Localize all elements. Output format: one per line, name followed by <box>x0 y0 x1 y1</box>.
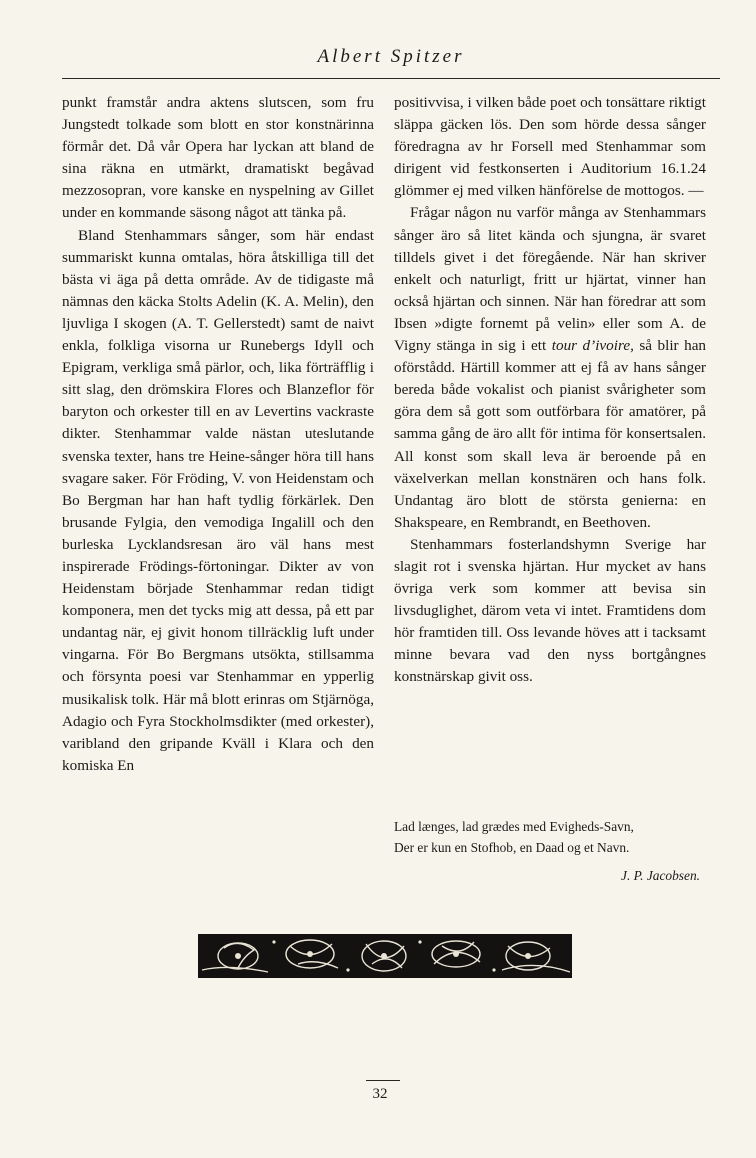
left-column <box>62 92 374 777</box>
header-rule <box>62 78 720 79</box>
page-number-rule <box>366 1080 400 1081</box>
quote-author: J. P. Jacobsen. <box>621 868 700 883</box>
right-paragraph-3: Stenhammars fosterlandshymn Sverige har slagit rot i svenska hjärtan. Hur mycket av hans övriga verk som kommer att bevisa sin livsduglighet, därom veta vi intet. Framtidens dom hör framtiden till. Oss levande höves att i tacksamt minne bevara vad den nyss bortgångnes konstnärskap givit oss. <box>394 535 706 686</box>
epigraph-quote <box>394 816 714 886</box>
right-paragraph-2 <box>394 202 706 533</box>
tour-divoire-italic: tour d’ivoire, <box>551 337 634 355</box>
running-header: Albert Spitzer <box>317 46 465 67</box>
right-paragraph-2-part-a: Frågar någon nu varför många av Stenhammars sånger äro så litet kända och sjungna, är svaret tilldels givet i det föregående. När han skriver enkelt och naturligt, fritt ur hjärtat, vinner han också hjärtan och sinnen. När han föredrar att som Ibsen »digte fornemt på velin» eller som A. de Vigny stänga in sig i ett <box>394 204 706 355</box>
floral-vignette-ornament <box>198 934 572 978</box>
page-number: 32 <box>372 1086 388 1102</box>
quote-line-1: Lad længes, lad grædes med Evigheds-Savn, <box>394 819 634 834</box>
quote-line-2: Der er kun en Stofhob, en Daad og et Navn. <box>394 840 630 855</box>
right-paragraph-2-part-b: så blir han oförstådd. Härtill kommer att ej få av hans sånger bereda både vokalist och pianist svårigheter som göra dem så gott som outförbara för amatörer, på samma gång de äro allt för intima för konsertsalen. All konst som skall leva är beroende på en växelverkan mellan konstnären och hans folk. Undantag äro blott de största genierna: en Shakspeare, en Rembrandt, en Beethoven. <box>394 337 707 531</box>
right-paragraph-1: positivvisa, i vilken både poet och tonsättare riktigt släppa gäcken lös. Den som hörde dessa sånger föredragna av hr Forsell med Stenhammar som dirigent vid festkonserten i Auditorium 16.1.24 glömmer ej med vilken hänförelse de mottogos. — <box>394 94 706 200</box>
right-column <box>394 92 706 689</box>
left-paragraph-2: Bland Stenhammars sånger, som här endast summariskt kunna omtalas, höra åtskilliga till det bästa vi äga på detta område. Av de tidigaste må nämnas den käcka Stolts Adelin (K. A. Melin), den ljuvliga I skogen (A. T. Gellerstedt) samt de naivt enkla, folkliga visorna ur Runebergs Idyll och Epigram, verkliga små pärlor, och, lika förträfflig i sitt slag, den drömskira Flores och Blanzeflor för baryton och orkester till en av Levertins vackraste dikter. Stenhammar valde nästan uteslutande svenska texter, hans tre Heine-sånger höra till hans svagare saker. För Fröding, V. von Heidenstam och Bo Bergman har han haft tydlig förkärlek. Den brusande Fylgia, den vemodiga Ingalill och den burleska Lycklandsresan äro väl hans mest inspirerade Frödings-förtoningar. Dikter av von Heidenstam började Stenhammar redan tidigt komponera, men det tycks mig att dessa, på ett par undantag när, ej givit honom tillräcklig luft under vingarna. För Bo Bergmans utsökta, stillsamma och försynta poesi var Stenhammar en ypperlig musikalisk tolk. Här må blott erinras om Stjärnöga, Adagio och Fyra Stockholmsdikter (med orkester), varibland den gripande Kväll i Klara och den komiska En <box>62 226 374 774</box>
left-paragraph-1: punkt framstår andra aktens slutscen, som fru Jungstedt tolkade som blott en stor konstnärinna förmår det. Då vår Opera har lyckan att bland de sina räkna en utmärkt, dramatiskt begåvad mezzosopran, vore kanske en nyspelning av Gillet under en kommande säsong något att tänka på. <box>62 94 374 222</box>
